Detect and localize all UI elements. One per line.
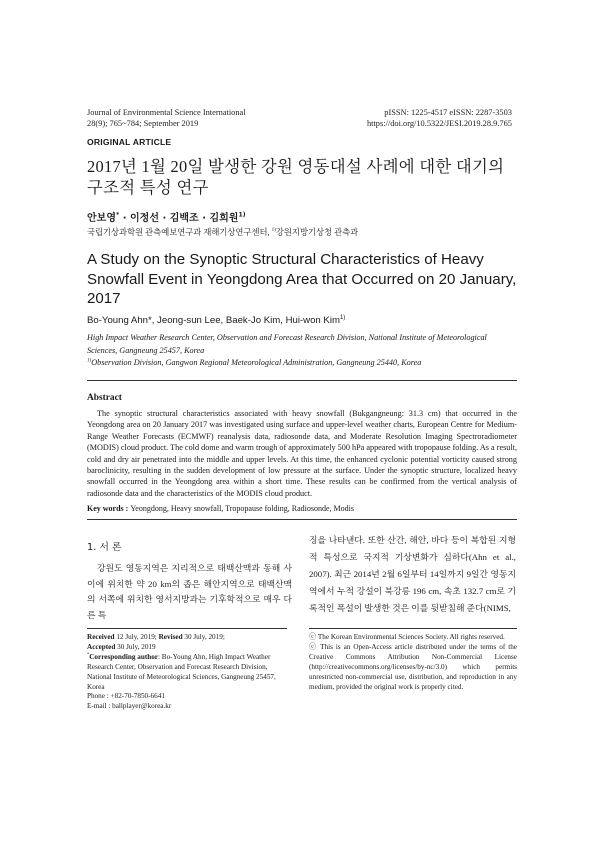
revised-label: Revised — [158, 633, 183, 641]
corr-text: : Bo-Young Ahn, High Impact Weather Research Center, Observation and Forecast Research Division, National Institute of Meteorological Sciences, Gangneung 25457, Korea — [87, 652, 276, 691]
journal-header-right — [367, 107, 512, 129]
author-ko-1-mark: * — [115, 211, 120, 219]
affil-ko-second: 강원지방기상청 관측과 — [275, 228, 359, 237]
affil-ko-main: 국립기상과학원 관측예보연구과 재해기상연구센터, — [87, 228, 272, 237]
footnote-left — [87, 633, 292, 712]
accepted-label: Accepted — [87, 642, 116, 651]
affil-ko-mark: 1) — [271, 227, 276, 234]
doi-link[interactable]: https://doi.org/10.5322/JESI.2019.28.9.765 — [366, 119, 512, 128]
affiliation-english-1: High Impact Weather Research Center, Observation and Forecast Research Division, National Institute of Meteorological Sciences, Gangneung 25457, Korea — [87, 333, 487, 355]
divider-top — [87, 380, 517, 381]
affil-en-mark: 1) — [87, 357, 92, 364]
keywords — [87, 504, 354, 513]
footnote-divider-right — [309, 628, 517, 629]
title-korean-line-2: 구조적 특성 연구 — [87, 178, 209, 197]
corresponding-author — [87, 653, 292, 693]
footnote-right — [309, 633, 517, 692]
authors-ko-rest: · 이정선 · 김백조 · 김희원 — [119, 213, 239, 224]
journal-name: Journal of Environmental Science International — [87, 108, 246, 117]
corr-mark: * — [87, 651, 90, 657]
license-text: ⓒ This is an Open-Access article distributed under the terms of the Creative Commons Attribution Non-Commercial License (http://creativecommons.org/licenses/by-nc/3.0) which permits unrestricted non-commercial use, distribution, and reproduction in any medium, provided the original work is properly cited. — [309, 642, 517, 691]
affil-en-second: Observation Division, Gangwon Regional Meteorological Administration, Gangneung 25440, Korea — [91, 358, 422, 367]
received-label: Received — [87, 633, 115, 641]
authors-english — [87, 315, 345, 326]
section-heading: 1. 서 론 — [87, 542, 122, 553]
title-english: A Study on the Synoptic Structural Characteristics of Heavy Snowfall Event in Yeongdong Area that Occurred on 20 January, 2017 — [87, 251, 517, 308]
received-date: 12 July, 2019; — [114, 633, 159, 641]
corr-label: Corresponding author — [89, 652, 158, 661]
authors-ko-mark: 1) — [238, 211, 246, 219]
accepted-date: 30 July, 2019 — [115, 642, 156, 651]
footnote-divider-left — [87, 628, 287, 629]
author-ko-1: 안보영 — [87, 213, 116, 224]
dates-line-2 — [87, 643, 292, 653]
authors-korean — [87, 209, 246, 224]
title-korean — [87, 156, 517, 198]
keywords-values: Yeongdong, Heavy snowfall, Tropopause folding, Radiosonde, Modis — [130, 504, 354, 513]
abstract-body: The synoptic structural characteristics associated with heavy snowfall (Bukgangneung: 31.3 cm) that occurred in the Yeongdong area on 20 January 2017 was investigated using surface and upper-level weather charts, European Centre for Medium-Range Weather Forecasts (ECMWF) reanalysis data, radiosonde data, and Moderate Resolution Imaging Spectroradiometer (MODIS) cloud product. The cold dome and warm trough of approximately 500 hPa appeared with tropopause folding. As a result, cold and dry air penetrated into the middle and upper levels. At this time, the enhanced cyclonic potential vorticity caused strong baroclinicity, resulting in the sudden development of low pressure at the surface. Under the synoptic structure, localized heavy snowfall occurred in the Yeongdong area within a short time. These results can be confirmed from the vertical analysis of radiosonde data and the characteristics of the MODIS cloud product. — [87, 409, 517, 498]
divider-bottom — [87, 519, 517, 520]
phone: Phone : +82-70-7850-6641 — [87, 692, 165, 701]
issn: pISSN: 1225-4517 eISSN: 2287-3503 — [384, 108, 512, 117]
abstract-heading: Abstract — [87, 393, 122, 403]
body-column-right: 징을 나타낸다. 또한 산간, 해안, 바다 등이 복합된 지형적 특성으로 국지적 기상변화가 심하다(Ahn et al., 2007). 최근 2014년 2월 6일부터 14일까지 9일간 영동지역에서 누적 강설이 북강릉 196 cm, 속초 132.7 cm로 기록적인 폭설이 발생한 것은 이를 뒷받침해 준다(NIMS, — [309, 535, 516, 613]
article-type: ORIGINAL ARTICLE — [87, 137, 172, 147]
keywords-label: Key words : — [87, 504, 131, 513]
body-column-left: 강원도 영동지역은 지리적으로 태백산맥과 동해 사이에 위치한 약 20 km의 좁은 해안지역으로 태백산맥의 서쪽에 위치한 영서지방과는 기후학적으로 매우 다른 특 — [87, 563, 292, 621]
email[interactable]: E-mail : ballplayer@korea.kr — [87, 702, 172, 711]
journal-header-left — [87, 107, 246, 129]
affiliation-english-2 — [87, 357, 517, 370]
journal-issue: 28(9); 765~784; September 2019 — [87, 119, 199, 128]
affiliations-korean — [87, 226, 358, 238]
copyright-line: ⓒ The Korean Environmental Sciences Society. All rights reserved. — [309, 633, 505, 641]
dates-line-1 — [87, 633, 292, 643]
revised-date: 30 July, 2019; — [182, 633, 225, 641]
authors-en-main: Bo-Young Ahn*, Jeong-sun Lee, Baek-Jo Kim, Hui-won Kim — [87, 315, 340, 326]
authors-en-mark: 1) — [339, 314, 346, 321]
title-korean-line-1: 2017년 1월 20일 발생한 강원 영동대설 사례에 대한 대기의 — [87, 157, 505, 176]
